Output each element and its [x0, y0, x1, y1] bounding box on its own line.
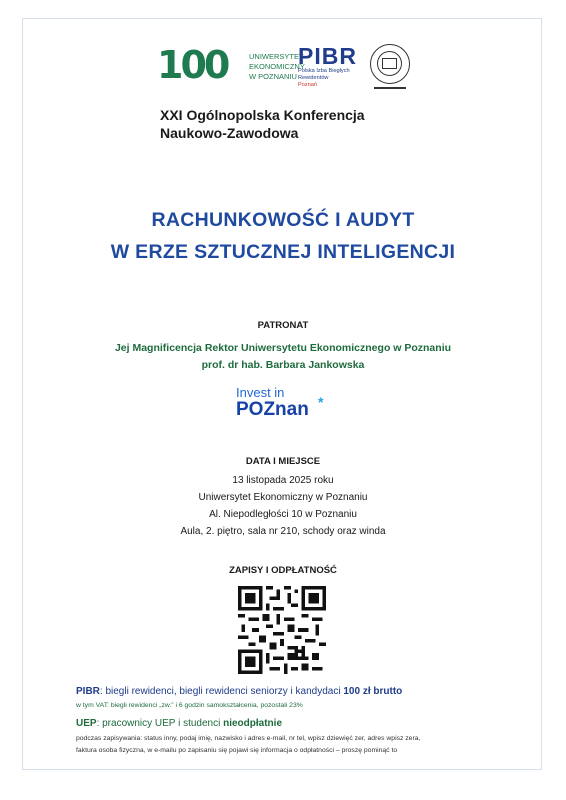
star-icon: *	[318, 394, 324, 410]
patronage-line1: Jej Magnificencja Rektor Uniwersytetu Ekonomicznego w Poznaniu	[114, 342, 452, 354]
uep-price: nieodpłatnie	[223, 718, 283, 729]
pibr-price: 100 zł brutto	[343, 686, 403, 697]
conference-line2: Naukowo-Zawodowa	[160, 125, 299, 141]
pibr-logo-name: PIBR	[298, 43, 357, 69]
pibr-logo	[298, 44, 368, 92]
invest-line1: Invest in	[236, 385, 285, 400]
date-place-details	[0, 472, 566, 540]
registration-note	[76, 733, 496, 757]
event-venue: Uniwersytet Ekonomiczny w Poznaniu	[198, 492, 368, 503]
invest-line2: POZnan	[236, 399, 309, 420]
conference-name	[160, 106, 365, 142]
event-date: 13 listopada 2025 roku	[232, 475, 334, 486]
seal-icon	[370, 44, 410, 84]
uep-text: : pracownicy UEP i studenci	[96, 718, 224, 729]
uep-label: UEP	[76, 718, 97, 729]
seal-base-line	[374, 87, 406, 89]
pibr-pricing-line	[76, 686, 402, 697]
pibr-logo-line2: Rewidentów	[298, 75, 329, 81]
event-room: Aula, 2. piętro, sala nr 210, schody oraz winda	[180, 526, 386, 537]
qr-code-icon[interactable]	[238, 586, 326, 674]
vat-note: w tym VAT: biegli rewidenci „zw.” i 6 godzin samokształcenia, pozostali 23%	[76, 702, 303, 709]
pibr-label: PIBR	[76, 686, 100, 697]
event-address: Al. Niepodległości 10 w Poznaniu	[209, 509, 357, 520]
patronage-line2: prof. dr hab. Barbara Jankowska	[201, 359, 365, 371]
title-line2: W ERZE SZTUCZNEJ INTELIGENCJI	[110, 241, 456, 263]
note-line2: faktura osoba fizyczna, w e-mailu po zapisaniu się pojawi się informacja o odpłatności – proszę pominąć to	[76, 747, 398, 754]
pibr-logo-line1: Polska Izba Biegłych	[298, 68, 350, 74]
registration-label: ZAPISY I ODPŁATNOŚĆ	[229, 565, 337, 576]
uep-pricing-line	[76, 718, 282, 729]
patronage-text	[0, 340, 566, 374]
uep-logo-number: 100	[157, 43, 228, 87]
patronage-label: PATRONAT	[257, 320, 309, 331]
date-place-label: DATA I MIEJSCE	[245, 456, 321, 467]
pibr-logo-city: Poznań	[298, 82, 317, 88]
page-title	[0, 204, 566, 268]
conference-line1: XXI Ogólnopolska Konferencja	[160, 107, 365, 123]
invest-in-poznan-logo	[236, 386, 336, 422]
pibr-text: : biegli rewidenci, biegli rewidenci seniorzy i kandydaci	[99, 686, 344, 697]
uep-logo-text: UNIWERSYTET EKONOMICZNY W POZNANIU	[249, 52, 305, 81]
title-line1: RACHUNKOWOŚĆ I AUDYT	[151, 209, 415, 231]
note-line1: podczas zapisywania: status inny, podaj imię, nazwisko i adres e-mail, nr tel, wpisz dziewięć zer, adres wpisz zera,	[76, 735, 421, 742]
uep-100-logo	[157, 43, 305, 90]
